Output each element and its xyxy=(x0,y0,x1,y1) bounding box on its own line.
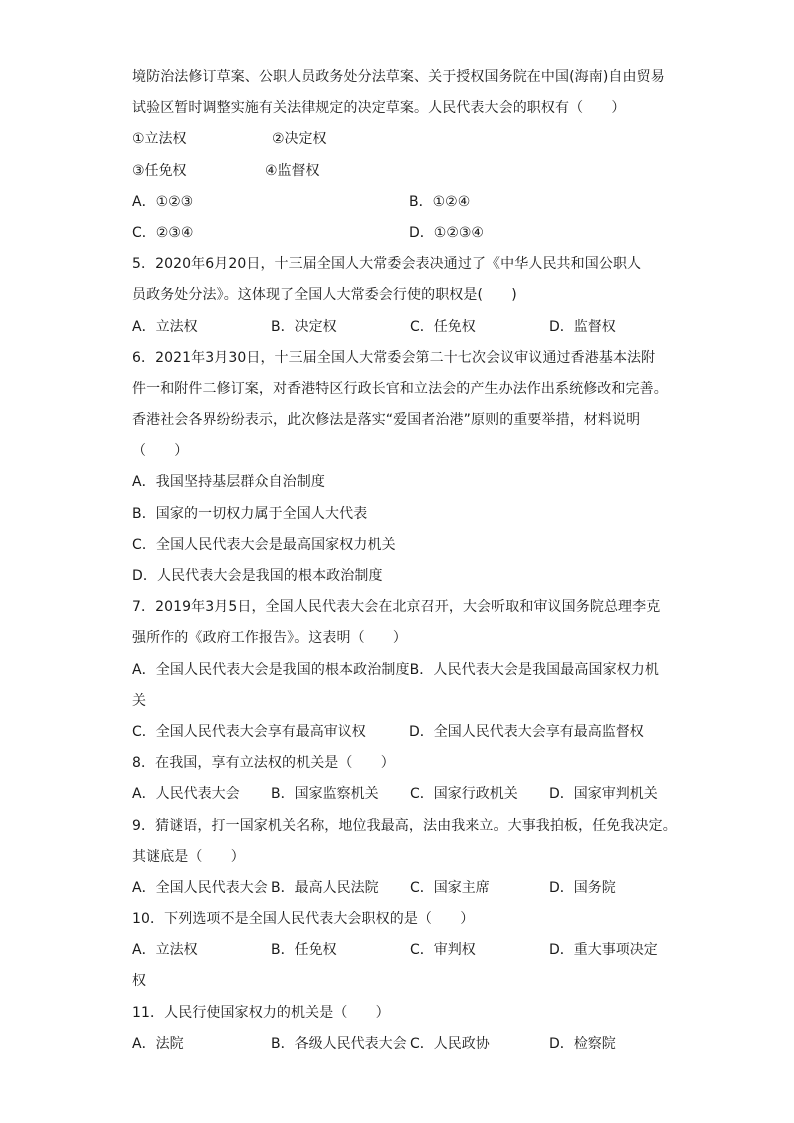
q6-option-d: D．人民代表大会是我国的根本政治制度 xyxy=(132,568,383,584)
q5-option-c: C．任免权 xyxy=(410,318,476,335)
q4-statement-3: ③任免权 xyxy=(132,162,187,179)
q9-options xyxy=(132,873,672,904)
q11-option-d: D．检察院 xyxy=(549,1035,616,1052)
q5-stem-line1: 5．2020年6月20日，十三届全国人大常委会表决通过了《中华人民共和国公职人 xyxy=(132,256,642,273)
q4-statements-row2 xyxy=(132,156,672,187)
q5-option-b: B．决定权 xyxy=(271,318,337,335)
q10-option-b: B．任免权 xyxy=(271,942,337,959)
q8-stem: 8．在我国，享有立法权的机关是（ ） xyxy=(132,755,395,772)
q7-stem-line2: 强所作的《政府工作报告》。这表明（ ） xyxy=(132,630,407,647)
q4-stem-line1: 境防治法修订草案、公职人员政务处分法草案、关于授权国务院在中国(海南)自由贸易 xyxy=(132,69,665,85)
q4-option-a: A．①②③ xyxy=(132,193,194,210)
q5-stem-line2: 员政务处分法》。这体现了全国人大常委会行使的职权是( ) xyxy=(132,287,517,304)
q6-stem-line4: （ ） xyxy=(132,443,189,460)
q11-option-b: B．各级人民代表大会 xyxy=(271,1035,407,1052)
q10-stem: 10．下列选项不是全国人民代表大会职权的是（ ） xyxy=(132,911,475,928)
q4-statements-row1 xyxy=(132,124,672,155)
q4-statement-4: ④监督权 xyxy=(265,162,320,179)
q8-option-c: C．国家行政机关 xyxy=(410,786,518,803)
q6-option-b: B．国家的一切权力属于全国人大代表 xyxy=(132,505,368,522)
q8-option-a: A．人民代表大会 xyxy=(132,786,240,803)
q9-stem-line2: 其谜底是（ ） xyxy=(132,848,245,865)
q6-stem-line2: 件一和附件二修订案，对香港特区行政长官和立法会的产生办法作出系统修改和完善。 xyxy=(132,380,668,397)
q4-options-row2 xyxy=(132,218,672,249)
q7-options-ab-line1: A．全国人民代表大会是我国的根本政治制度B．人民代表大会是我国最高国家权力机 xyxy=(132,661,659,678)
q9-option-d: D．国务院 xyxy=(549,879,616,896)
q7-stem-line1: 7．2019年3月5日，全国人民代表大会在北京召开，大会听取和审议国务院总理李克 xyxy=(132,599,661,616)
q11-options xyxy=(132,1029,672,1060)
q11-option-c: C．人民政协 xyxy=(410,1035,490,1052)
q6-stem-line3: 香港社会各界纷纷表示，此次修法是落实“爱国者治港”原则的重要举措，材料说明 xyxy=(132,412,641,429)
q4-option-d: D．①②③④ xyxy=(409,224,484,241)
q7-option-c: C．全国人民代表大会享有最高审议权 xyxy=(132,723,366,740)
q11-stem: 11．人民行使国家权力的机关是（ ） xyxy=(132,1004,390,1021)
q4-statement-1: ①立法权 xyxy=(132,131,187,148)
q6-option-c: C．全国人民代表大会是最高国家权力机关 xyxy=(132,536,396,553)
q4-statement-2: ②决定权 xyxy=(272,131,327,148)
q10-option-c: C．审判权 xyxy=(410,942,476,959)
question-list xyxy=(132,62,677,1060)
q10-option-d-continued: 权 xyxy=(132,973,147,990)
q9-option-b: B．最高人民法院 xyxy=(271,879,379,896)
q10-option-d: D．重大事项决定 xyxy=(549,942,658,959)
q10-options xyxy=(132,935,672,966)
q4-option-b: B．①②④ xyxy=(409,193,471,210)
q9-option-c: C．国家主席 xyxy=(410,879,490,896)
q8-option-b: B．国家监察机关 xyxy=(271,786,379,803)
q8-options xyxy=(132,779,672,810)
q4-options-row1 xyxy=(132,187,672,218)
q7-option-d: D．全国人民代表大会享有最高监督权 xyxy=(409,723,644,740)
q6-stem-line1: 6．2021年3月30日，十三届全国人大常委会第二十七次会议审议通过香港基本法附 xyxy=(132,349,656,366)
q9-stem-line1: 9．猜谜语，打一国家机关名称，地位我最高，法由我来立。大事我拍板，任免我决定。 xyxy=(132,817,677,834)
q8-option-d: D．国家审判机关 xyxy=(549,786,658,803)
q5-options xyxy=(132,312,672,343)
q10-option-a: A．立法权 xyxy=(132,942,198,959)
q9-option-a: A．全国人民代表大会 xyxy=(132,879,268,896)
q5-option-a: A．立法权 xyxy=(132,318,198,335)
q7-options-cd xyxy=(132,717,672,748)
q5-option-d: D．监督权 xyxy=(549,318,616,335)
q6-option-a: A．我国坚持基层群众自治制度 xyxy=(132,474,325,491)
q4-option-c: C．②③④ xyxy=(132,224,194,241)
q11-option-a: A．法院 xyxy=(132,1035,184,1052)
q4-stem-line2: 试验区暂时调整实施有关法律规定的决定草案。人民代表大会的职权有（ ） xyxy=(132,100,626,117)
q7-options-ab-line2: 关 xyxy=(132,692,147,709)
